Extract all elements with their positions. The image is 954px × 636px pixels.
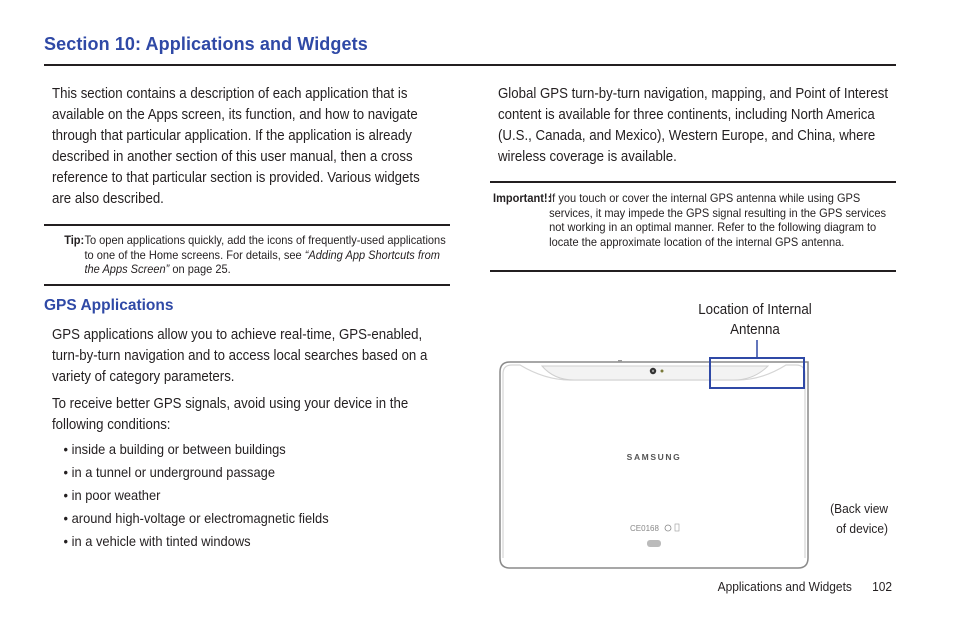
section-title: Section 10: Applications and Widgets (44, 34, 368, 54)
tip-text: To open applications quickly, add the icons of frequently-used applications to one of the Home screens. For details, see “Adding App Shortcuts from the Apps Screen” on page 25. (84, 233, 446, 276)
tablet-back-diagram (490, 330, 820, 575)
wifi-logo-icon (647, 540, 661, 547)
intro-paragraph: This section contains a description of each application that is available on the Apps screen, its function, and how to navigate through that particular application. If the application is already described in another section of this user manual, then a cross reference to that particular section is provided. Various widgets are also described. (52, 86, 420, 207)
footer-section: Applications and Widgets (717, 579, 852, 594)
list-item: • in a vehicle with tinted windows (63, 533, 251, 549)
tablet-body (500, 362, 808, 568)
tip-rule-bottom (44, 284, 450, 286)
tip-cross-reference[interactable]: “Adding App Shortcuts from the Apps Screen” (84, 247, 440, 276)
page-number: 102 (872, 579, 893, 594)
title-rule (44, 64, 896, 66)
conditions-list (64, 439, 329, 554)
gps-paragraph-2: To receive better GPS signals, avoid using your device in the following conditions: (52, 396, 409, 433)
list-item: • in poor weather (63, 487, 161, 503)
important-text: If you touch or cover the internal GPS antenna while using GPS services, it may impede the GPS signal resulting in the GPS services not working in an optimal manner. Refer to the following diagram to locate the approximate location of the internal GPS antenna. (549, 191, 886, 249)
gps-heading: GPS Applications (44, 297, 174, 314)
certification-marks: CE0168 (630, 524, 659, 533)
tip-rule-top (44, 224, 450, 226)
gps-paragraph-1: GPS applications allow you to achieve real-time, GPS-enabled, turn-by-turn navigation and to access local searches based on a variety of category parameters. (52, 327, 428, 385)
important-rule-bottom (490, 270, 896, 272)
brand-logo: SAMSUNG (626, 452, 682, 462)
list-item: • inside a building or between buildings (63, 441, 286, 457)
gps-coverage-paragraph: Global GPS turn-by-turn navigation, mapping, and Point of Interest content is available for three continents, including North America (U.S., Canada, and Mexico), Western Europe, and China, where wireless coverage is available. (498, 86, 889, 165)
antenna-location-label: Location of Internal Antenna (698, 302, 812, 338)
list-item: • in a tunnel or underground passage (63, 464, 275, 480)
tip-label: Tip: (64, 233, 85, 247)
list-item: • around high-voltage or electromagnetic fields (63, 510, 329, 526)
page-footer (718, 579, 893, 594)
back-view-label: (Back view of device) (830, 501, 888, 536)
important-label: Important!: (493, 191, 552, 205)
important-rule-top (490, 181, 896, 183)
